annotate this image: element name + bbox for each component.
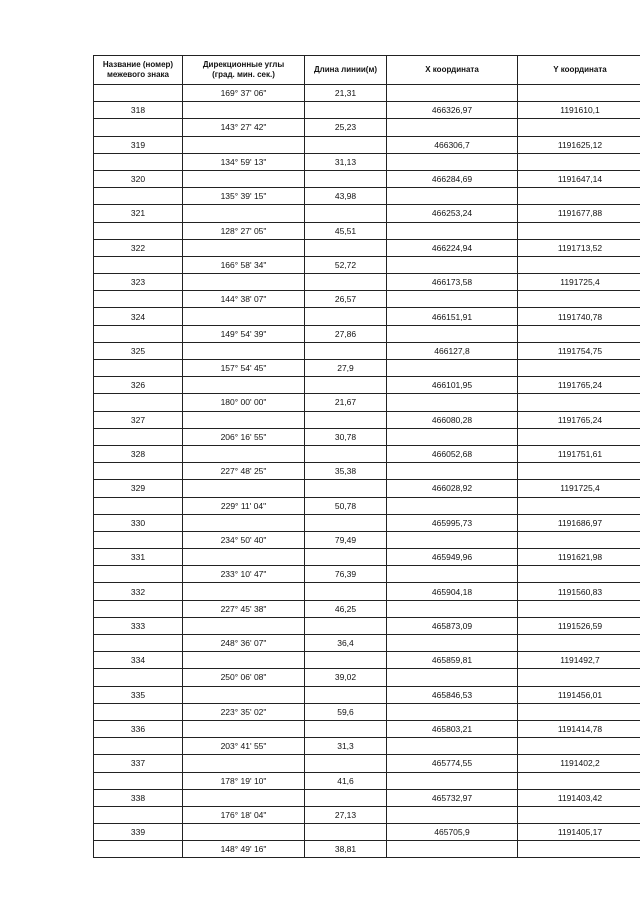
segment-row	[94, 394, 640, 411]
table-body	[94, 85, 640, 858]
marker-name: 332	[94, 583, 183, 600]
segment-angle: 178° 19' 10"	[183, 772, 305, 789]
y-coordinate: 1191414,78	[518, 720, 640, 737]
marker-name: 323	[94, 274, 183, 291]
marker-row	[94, 136, 640, 153]
segment-length: 27,9	[305, 360, 387, 377]
marker-name: 333	[94, 617, 183, 634]
marker-name: 337	[94, 755, 183, 772]
marker-name: 336	[94, 720, 183, 737]
segment-row	[94, 772, 640, 789]
segment-length: 31,13	[305, 153, 387, 170]
marker-name: 318	[94, 102, 183, 119]
segment-length: 79,49	[305, 531, 387, 548]
segment-row	[94, 841, 640, 858]
segment-angle: 149° 54' 39"	[183, 325, 305, 342]
marker-name: 328	[94, 445, 183, 462]
marker-name: 334	[94, 652, 183, 669]
segment-row	[94, 566, 640, 583]
segment-row	[94, 188, 640, 205]
y-coordinate: 1191560,83	[518, 583, 640, 600]
segment-length: 76,39	[305, 566, 387, 583]
segment-angle: 148° 49' 16"	[183, 841, 305, 858]
marker-row	[94, 824, 640, 841]
y-coordinate: 1191677,88	[518, 205, 640, 222]
marker-name: 319	[94, 136, 183, 153]
segment-length: 52,72	[305, 256, 387, 273]
marker-row	[94, 411, 640, 428]
x-coordinate: 465803,21	[387, 720, 518, 737]
segment-row	[94, 325, 640, 342]
segment-angle: 176° 18' 04"	[183, 806, 305, 823]
y-coordinate: 1191686,97	[518, 514, 640, 531]
marker-row	[94, 205, 640, 222]
segment-row	[94, 85, 640, 102]
segment-angle: 234° 50' 40"	[183, 531, 305, 548]
header-direction-angle: Дирекционные углы (град. мин. сек.)	[183, 56, 305, 85]
y-coordinate: 1191402,2	[518, 755, 640, 772]
marker-name: 331	[94, 549, 183, 566]
segment-angle: 227° 48' 25"	[183, 463, 305, 480]
segment-row	[94, 806, 640, 823]
y-coordinate: 1191405,17	[518, 824, 640, 841]
header-y-coordinate: Y координата	[518, 56, 640, 85]
y-coordinate: 1191765,24	[518, 411, 640, 428]
marker-name: 330	[94, 514, 183, 531]
marker-row	[94, 308, 640, 325]
x-coordinate: 465774,55	[387, 755, 518, 772]
coordinates-table	[93, 55, 640, 858]
segment-length: 50,78	[305, 497, 387, 514]
marker-name: 326	[94, 377, 183, 394]
segment-row	[94, 669, 640, 686]
marker-row	[94, 720, 640, 737]
segment-length: 21,67	[305, 394, 387, 411]
segment-length: 45,51	[305, 222, 387, 239]
x-coordinate: 466052,68	[387, 445, 518, 462]
x-coordinate: 466151,91	[387, 308, 518, 325]
y-coordinate: 1191625,12	[518, 136, 640, 153]
marker-row	[94, 686, 640, 703]
x-coordinate: 466253,24	[387, 205, 518, 222]
segment-angle: 134° 59' 13"	[183, 153, 305, 170]
segment-length: 38,81	[305, 841, 387, 858]
marker-row	[94, 170, 640, 187]
marker-row	[94, 239, 640, 256]
y-coordinate: 1191526,59	[518, 617, 640, 634]
marker-name: 325	[94, 342, 183, 359]
segment-angle: 227° 45' 38"	[183, 600, 305, 617]
x-coordinate: 466306,7	[387, 136, 518, 153]
segment-row	[94, 497, 640, 514]
segment-row	[94, 153, 640, 170]
segment-angle: 229° 11' 04"	[183, 497, 305, 514]
header-line-length: Длина линии(м)	[305, 56, 387, 85]
y-coordinate: 1191456,01	[518, 686, 640, 703]
x-coordinate: 466326,97	[387, 102, 518, 119]
marker-row	[94, 583, 640, 600]
segment-length: 39,02	[305, 669, 387, 686]
marker-row	[94, 549, 640, 566]
marker-name: 320	[94, 170, 183, 187]
x-coordinate: 466224,94	[387, 239, 518, 256]
marker-row	[94, 274, 640, 291]
segment-angle: 223° 35' 02"	[183, 703, 305, 720]
y-coordinate: 1191621,98	[518, 549, 640, 566]
segment-row	[94, 360, 640, 377]
segment-angle: 233° 10' 47"	[183, 566, 305, 583]
y-coordinate: 1191647,14	[518, 170, 640, 187]
marker-row	[94, 652, 640, 669]
segment-length: 36,4	[305, 635, 387, 652]
marker-name: 322	[94, 239, 183, 256]
marker-name: 335	[94, 686, 183, 703]
segment-angle: 144° 38' 07"	[183, 291, 305, 308]
marker-row	[94, 789, 640, 806]
y-coordinate: 1191403,42	[518, 789, 640, 806]
y-coordinate: 1191740,78	[518, 308, 640, 325]
y-coordinate: 1191725,4	[518, 480, 640, 497]
segment-row	[94, 635, 640, 652]
marker-name: 327	[94, 411, 183, 428]
segment-row	[94, 703, 640, 720]
segment-length: 21,31	[305, 85, 387, 102]
x-coordinate: 465705,9	[387, 824, 518, 841]
x-coordinate: 465846,53	[387, 686, 518, 703]
table-header-row	[94, 56, 640, 85]
x-coordinate: 466101,95	[387, 377, 518, 394]
marker-row	[94, 480, 640, 497]
segment-row	[94, 256, 640, 273]
segment-angle: 166° 58' 34"	[183, 256, 305, 273]
segment-angle: 203° 41' 55"	[183, 738, 305, 755]
x-coordinate: 465995,73	[387, 514, 518, 531]
marker-name: 324	[94, 308, 183, 325]
segment-length: 30,78	[305, 428, 387, 445]
segment-row	[94, 291, 640, 308]
segment-length: 31,3	[305, 738, 387, 755]
y-coordinate: 1191765,24	[518, 377, 640, 394]
x-coordinate: 466080,28	[387, 411, 518, 428]
segment-angle: 135° 39' 15"	[183, 188, 305, 205]
segment-angle: 143° 27' 42"	[183, 119, 305, 136]
segment-row	[94, 600, 640, 617]
marker-row	[94, 514, 640, 531]
marker-name: 338	[94, 789, 183, 806]
segment-angle: 128° 27' 05"	[183, 222, 305, 239]
x-coordinate: 465732,97	[387, 789, 518, 806]
y-coordinate: 1191754,75	[518, 342, 640, 359]
segment-row	[94, 531, 640, 548]
x-coordinate: 466284,69	[387, 170, 518, 187]
segment-row	[94, 428, 640, 445]
marker-row	[94, 617, 640, 634]
x-coordinate: 466028,92	[387, 480, 518, 497]
y-coordinate: 1191713,52	[518, 239, 640, 256]
x-coordinate: 465904,18	[387, 583, 518, 600]
segment-angle: 250° 06' 08"	[183, 669, 305, 686]
segment-row	[94, 222, 640, 239]
segment-length: 35,38	[305, 463, 387, 480]
segment-angle: 157° 54' 45"	[183, 360, 305, 377]
segment-length: 26,57	[305, 291, 387, 308]
y-coordinate: 1191751,61	[518, 445, 640, 462]
segment-length: 27,86	[305, 325, 387, 342]
x-coordinate: 466127,8	[387, 342, 518, 359]
segment-angle: 180° 00' 00"	[183, 394, 305, 411]
segment-length: 46,25	[305, 600, 387, 617]
segment-length: 41,6	[305, 772, 387, 789]
segment-length: 59,6	[305, 703, 387, 720]
marker-name: 321	[94, 205, 183, 222]
y-coordinate: 1191610,1	[518, 102, 640, 119]
segment-length: 25,23	[305, 119, 387, 136]
segment-length: 27,13	[305, 806, 387, 823]
marker-row	[94, 342, 640, 359]
segment-row	[94, 463, 640, 480]
marker-name: 339	[94, 824, 183, 841]
segment-angle: 248° 36' 07"	[183, 635, 305, 652]
marker-row	[94, 445, 640, 462]
x-coordinate: 466173,58	[387, 274, 518, 291]
marker-row	[94, 755, 640, 772]
segment-angle: 206° 16' 55"	[183, 428, 305, 445]
x-coordinate: 465873,09	[387, 617, 518, 634]
y-coordinate: 1191725,4	[518, 274, 640, 291]
x-coordinate: 465859,81	[387, 652, 518, 669]
marker-name: 329	[94, 480, 183, 497]
marker-row	[94, 102, 640, 119]
segment-row	[94, 119, 640, 136]
header-marker-name: Название (номер) межевого знака	[94, 56, 183, 85]
marker-row	[94, 377, 640, 394]
segment-angle: 169° 37' 06"	[183, 85, 305, 102]
y-coordinate: 1191492,7	[518, 652, 640, 669]
segment-length: 43,98	[305, 188, 387, 205]
x-coordinate: 465949,96	[387, 549, 518, 566]
segment-row	[94, 738, 640, 755]
header-x-coordinate: X координата	[387, 56, 518, 85]
